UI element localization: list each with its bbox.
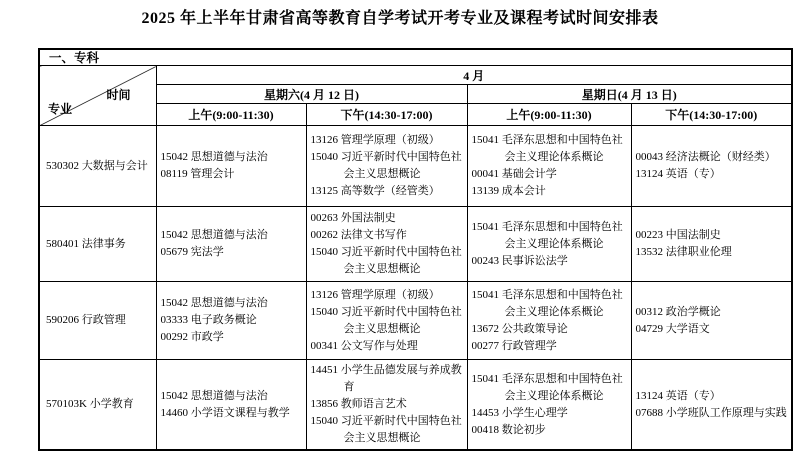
course-entry: 04729 大学语文: [635, 322, 710, 335]
schedule-row: [39, 360, 792, 451]
session-cell: [156, 360, 306, 451]
course-entry: 07688 小学班队工作原理与实践: [635, 406, 787, 419]
course-entry: 14453 小学生心理学: [471, 406, 568, 419]
day-header-sunday: 星期日(4 月 13 日): [467, 85, 792, 104]
session-cell: [306, 360, 467, 451]
session-header-sun-am: 上午(9:00-11:30): [467, 104, 631, 126]
course-entry: 13532 法律职业伦理: [635, 246, 732, 258]
course-entry: 00223 中国法制史: [635, 229, 721, 241]
major-cell: 590206 行政管理: [39, 282, 156, 360]
month-header-row: [39, 66, 792, 85]
session-header-sat-pm: 下午(14:30-17:00): [306, 104, 467, 126]
major-cell: 580401 法律事务: [39, 207, 156, 282]
course-entry: 13856 教师语言艺术: [310, 398, 407, 410]
course-entry: 13125 高等数学（经管类）: [310, 185, 440, 197]
session-cell: [306, 207, 467, 282]
month-header: 4 月: [156, 66, 792, 85]
session-cell: [156, 126, 306, 207]
corner-cell: [39, 66, 156, 126]
course-entry: 15041 毛泽东思想和中国特色社会主义理论体系概论: [471, 288, 623, 318]
course-entry: 15041 毛泽东思想和中国特色社会主义理论体系概论: [471, 134, 623, 163]
course-entry: 00292 市政学: [160, 331, 224, 343]
course-entry: 00312 政治学概论: [635, 305, 721, 318]
course-entry: 14451 小学生品德发展与养成教育: [310, 364, 462, 393]
session-cell: [631, 207, 792, 282]
session-cell: [467, 126, 631, 207]
section-row: [39, 49, 792, 66]
course-entry: 13139 成本会计: [471, 185, 546, 197]
course-entry: 15042 思想道德与法治: [160, 297, 268, 309]
schedule-body: [39, 126, 792, 451]
course-entry: 00043 经济法概论（财经类）: [635, 151, 776, 163]
schedule-row: [39, 207, 792, 282]
course-entry: 15040 习近平新时代中国特色社会主义思想概论: [310, 305, 462, 335]
course-entry: 15041 毛泽东思想和中国特色社会主义理论体系概论: [471, 372, 623, 402]
schedule-row: [39, 126, 792, 207]
major-cell: 570103K 小学教育: [39, 360, 156, 451]
course-entry: 00341 公文写作与处理: [310, 339, 418, 352]
course-entry: 15040 习近平新时代中国特色社会主义思想概论: [310, 151, 462, 180]
course-entry: 03333 电子政务概论: [160, 314, 257, 326]
session-cell: [467, 282, 631, 360]
session-cell: [631, 282, 792, 360]
session-header-sun-pm: 下午(14:30-17:00): [631, 104, 792, 126]
course-entry: 00277 行政管理学: [471, 339, 557, 352]
course-entry: 00243 民事诉讼法学: [471, 254, 568, 267]
course-entry: 15042 思想道德与法治: [160, 229, 268, 241]
session-cell: [156, 282, 306, 360]
course-entry: 00263 外国法制史: [310, 212, 396, 224]
course-entry: 13126 管理学原理（初级）: [310, 288, 440, 301]
course-entry: 14460 小学语文课程与教学: [160, 406, 290, 419]
session-cell: [631, 126, 792, 207]
course-entry: 15042 思想道德与法治: [160, 151, 268, 163]
course-entry: 00418 数论初步: [471, 423, 546, 436]
session-cell: [467, 207, 631, 282]
session-cell: [467, 360, 631, 451]
corner-time-label: 时间: [106, 88, 131, 102]
schedule-row: [39, 282, 792, 360]
course-entry: 13124 英语（专）: [635, 389, 721, 402]
day-header-saturday: 星期六(4 月 12 日): [156, 85, 467, 104]
session-cell: [631, 360, 792, 451]
course-entry: 15040 习近平新时代中国特色社会主义思想概论: [310, 415, 462, 444]
course-entry: 15041 毛泽东思想和中国特色社会主义理论体系概论: [471, 220, 623, 250]
section-label: 一、专科: [39, 49, 792, 66]
session-cell: [306, 282, 467, 360]
course-entry: 00041 基础会计学: [471, 168, 557, 180]
page-title: 2025 年上半年甘肃省高等教育自学考试开考专业及课程考试时间安排表: [141, 10, 659, 27]
course-entry: 13126 管理学原理（初级）: [310, 134, 440, 146]
course-entry: 05679 宪法学: [160, 246, 224, 258]
session-cell: [156, 207, 306, 282]
session-cell: [306, 126, 467, 207]
course-entry: 13672 公共政策导论: [471, 322, 568, 335]
course-entry: 08119 管理会计: [160, 168, 235, 180]
course-entry: 15042 思想道德与法治: [160, 389, 268, 402]
course-entry: 00262 法律文书写作: [310, 229, 407, 241]
course-entry: 13124 英语（专）: [635, 168, 721, 180]
session-header-sat-am: 上午(9:00-11:30): [156, 104, 306, 126]
course-entry: 15040 习近平新时代中国特色社会主义思想概论: [310, 246, 462, 275]
major-cell: 530302 大数据与会计: [39, 126, 156, 207]
exam-schedule-table: [38, 48, 793, 451]
corner-major-label: 专业: [48, 102, 73, 116]
